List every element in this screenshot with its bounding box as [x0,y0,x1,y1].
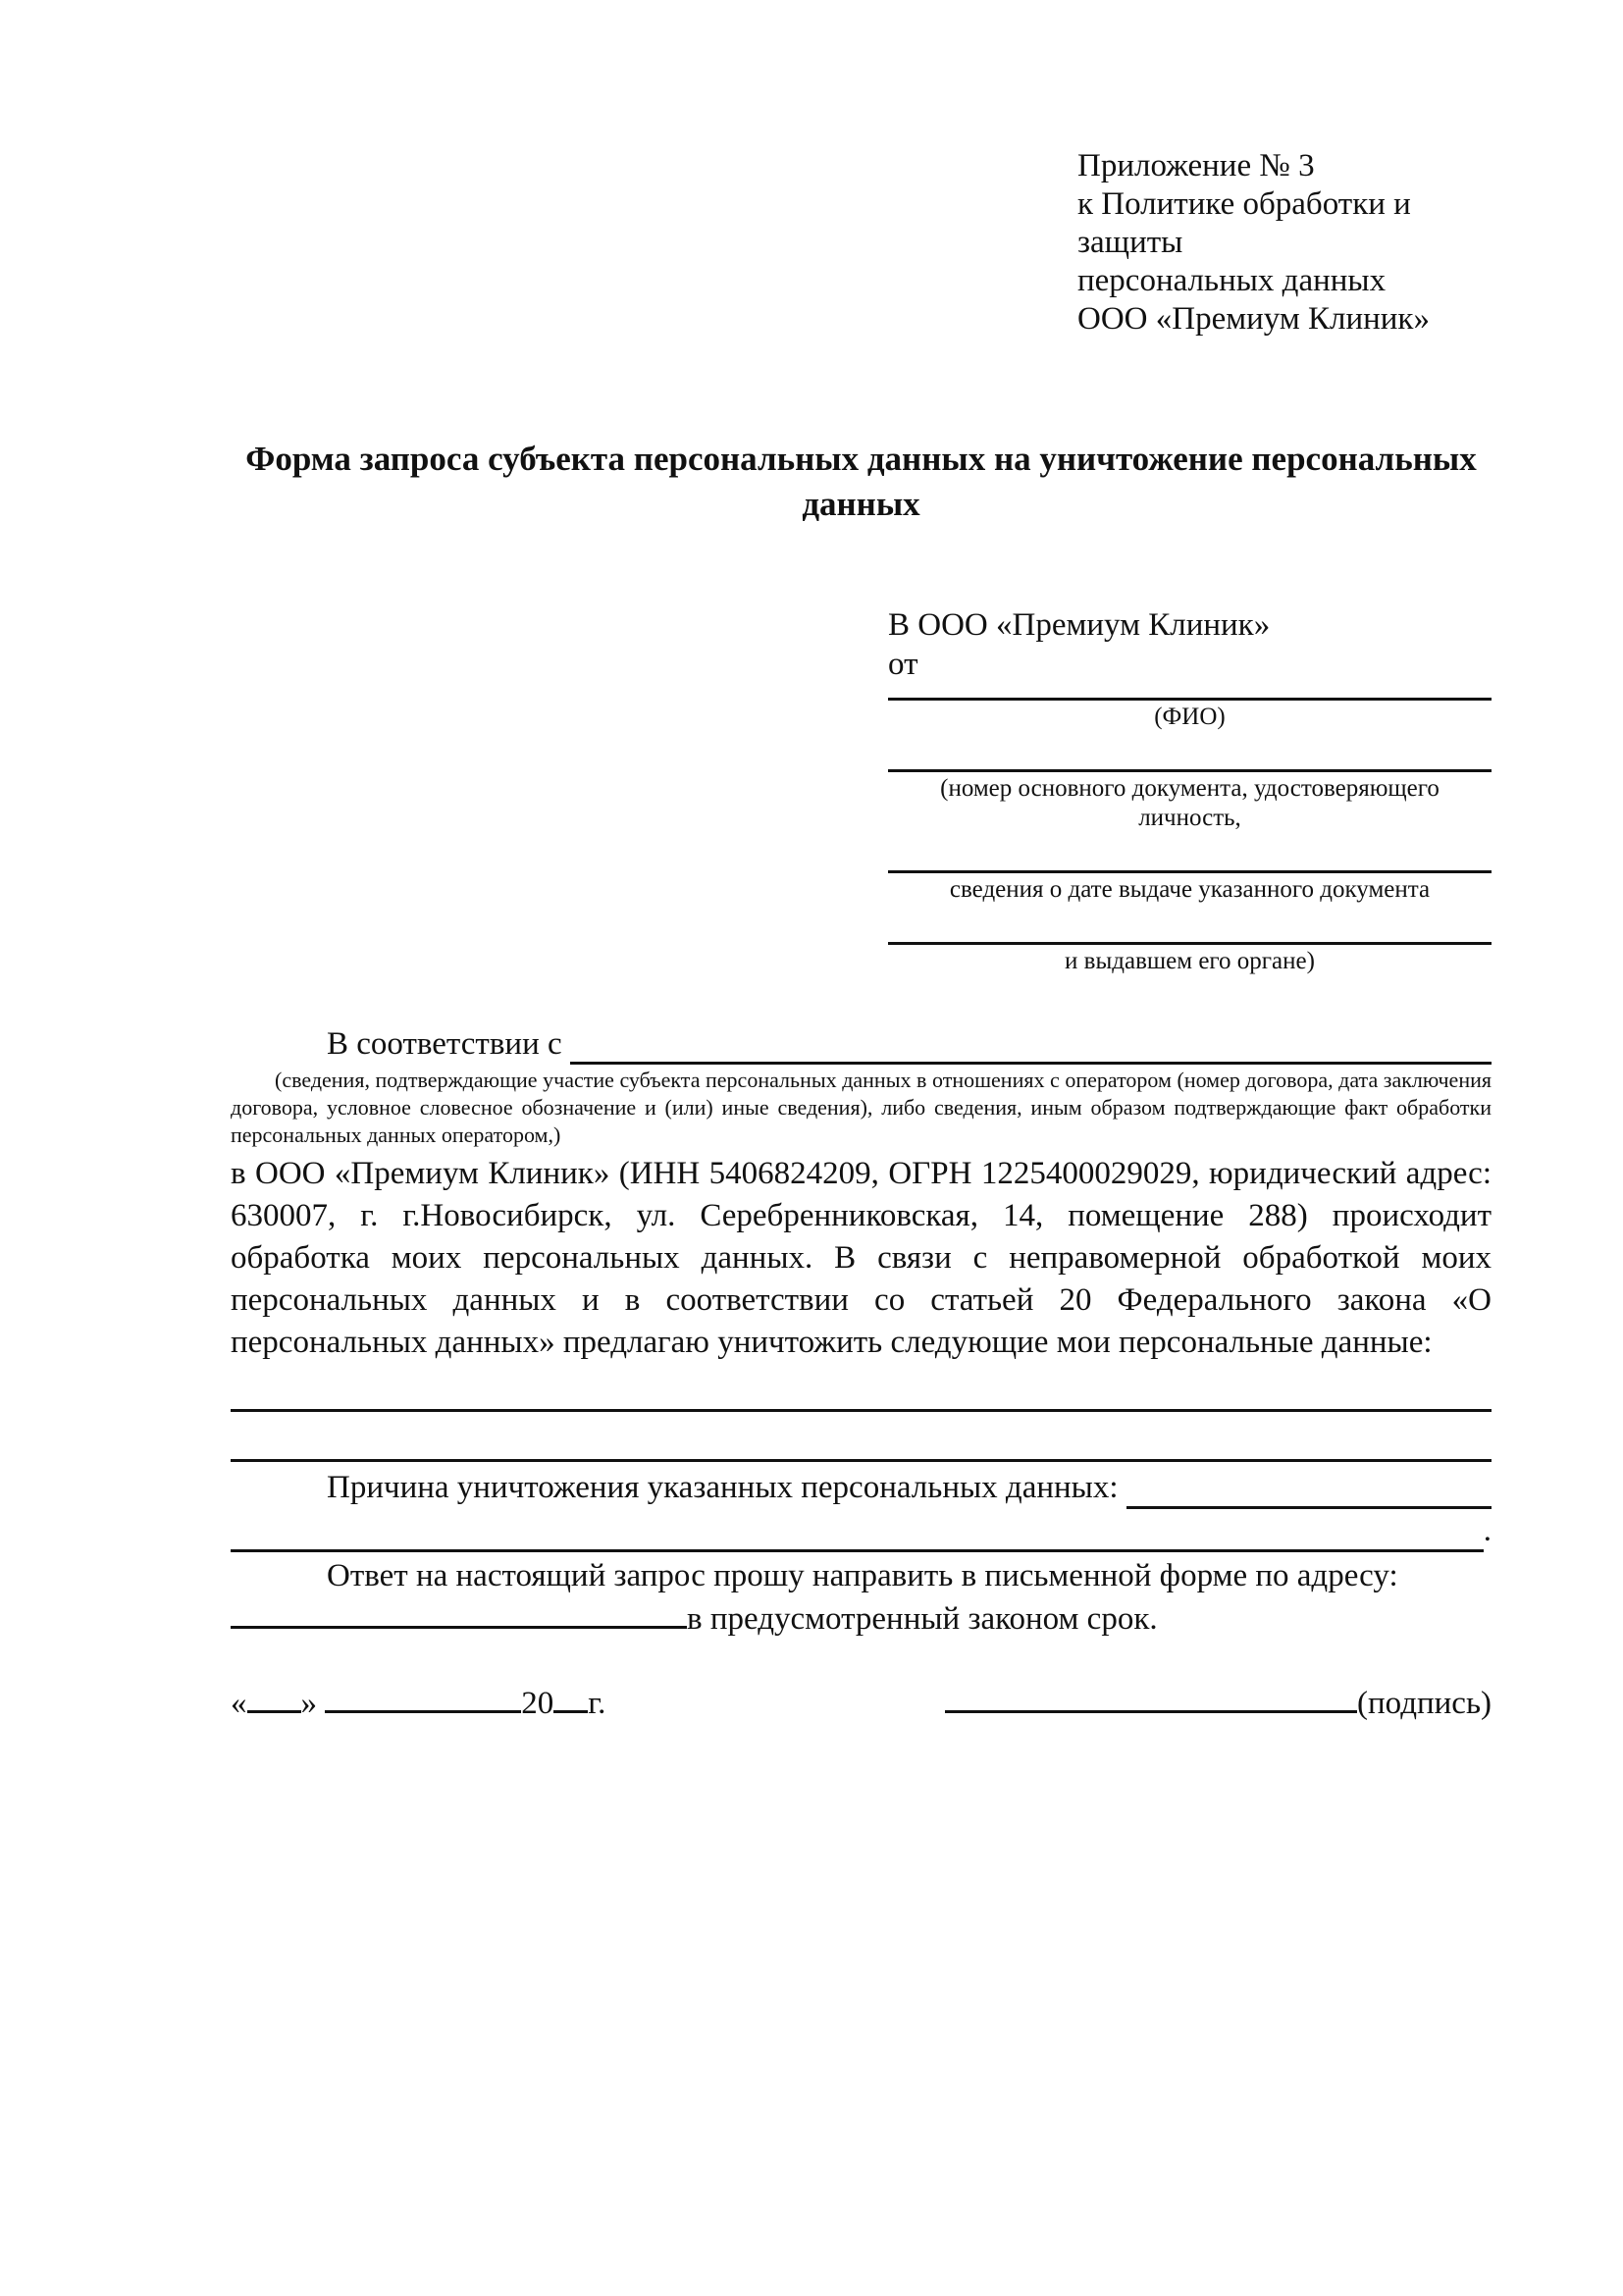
date-year-suffix: г. [588,1686,606,1721]
date-open-quote: « [231,1686,247,1721]
date-day-field-line[interactable] [247,1684,301,1713]
appendix-line-2: к Политике обработки и защиты [1077,186,1411,260]
fio-caption: (ФИО) [1154,704,1226,730]
document-issue-date-field-line[interactable] [888,870,1492,873]
addressee-to: В ООО «Премиум Клиник» [888,607,1271,643]
date-year-prefix: 20 [521,1686,554,1721]
document-number-field-line[interactable] [888,769,1492,772]
date-year-field-line[interactable] [553,1684,588,1713]
appendix-block [1077,147,1492,339]
body-paragraph: в ООО «Премиум Клиник» (ИНН 5406824209, ОГРН 1225400029029, юридический адрес: 630007, г. г.Новосибирск, ул. Серебренниковская, 14, помещение 288) происходит обработка моих персональных данных. В связи с неправомерной обработкой моих персональных данных и в соответствии со статьей 20 Федерального закона «О персональных данных» предлагаю уничтожить следующие мои персональные данные: [231,1156,1492,1360]
signature-field-line[interactable] [945,1684,1357,1713]
document-number-caption: (номер основного документа, удостоверяющего личность, [940,775,1440,831]
response-line-2 [231,1597,1492,1641]
personal-data-field-line-1[interactable] [231,1409,1492,1412]
personal-data-field-line-2[interactable] [231,1459,1492,1462]
addressee-from: от [888,647,918,682]
issuing-authority-field-line[interactable] [888,942,1492,945]
response-line-2-text: в предусмотренный законом срок. [687,1601,1158,1637]
appendix-line-3: персональных данных [1077,263,1387,298]
footer-row [231,1682,1492,1725]
reason-field-line[interactable] [1126,1506,1492,1509]
date-close-quote: » [300,1686,317,1721]
accordance-field-line[interactable] [570,1062,1492,1065]
document-issue-date-caption: сведения о дате выдаче указанного документа [949,876,1431,903]
reason-period: . [1483,1513,1492,1548]
accordance-lead: В соответствии с [327,1026,562,1062]
reason-field-line-2[interactable] [231,1549,1484,1552]
fio-field-line[interactable] [888,698,1492,701]
date-month-field-line[interactable] [325,1684,521,1713]
signature-group [945,1682,1492,1725]
appendix-line-4: ООО «Премиум Клиник» [1077,301,1430,337]
accordance-row [231,1023,1492,1065]
date-group [231,1682,605,1725]
reason-row [231,1466,1492,1509]
issuing-authority-caption: и выдавшем его органе) [1065,948,1315,974]
reason-continuation-row [231,1509,1492,1552]
response-address-field-line[interactable] [231,1599,687,1629]
signature-caption: (подпись) [1357,1686,1492,1721]
accordance-note: (сведения, подтверждающие участие субъекта персональных данных в отношениях с оператором (номер договора, дата заключения договора, условное словесное обозначение и (или) иные сведения), либо сведения, иным образом подтверждающие факт обработки персональных данных оператором,) [231,1068,1492,1147]
document-title: Форма запроса субъекта персональных данных на уничтожение персональных данных [245,440,1477,523]
appendix-line-1: Приложение № 3 [1077,148,1315,183]
reason-label: Причина уничтожения указанных персональных данных: [327,1470,1119,1505]
response-line-1: Ответ на настоящий запрос прошу направить в письменной форме по адресу: [327,1558,1398,1593]
addressee-block [888,605,1492,976]
